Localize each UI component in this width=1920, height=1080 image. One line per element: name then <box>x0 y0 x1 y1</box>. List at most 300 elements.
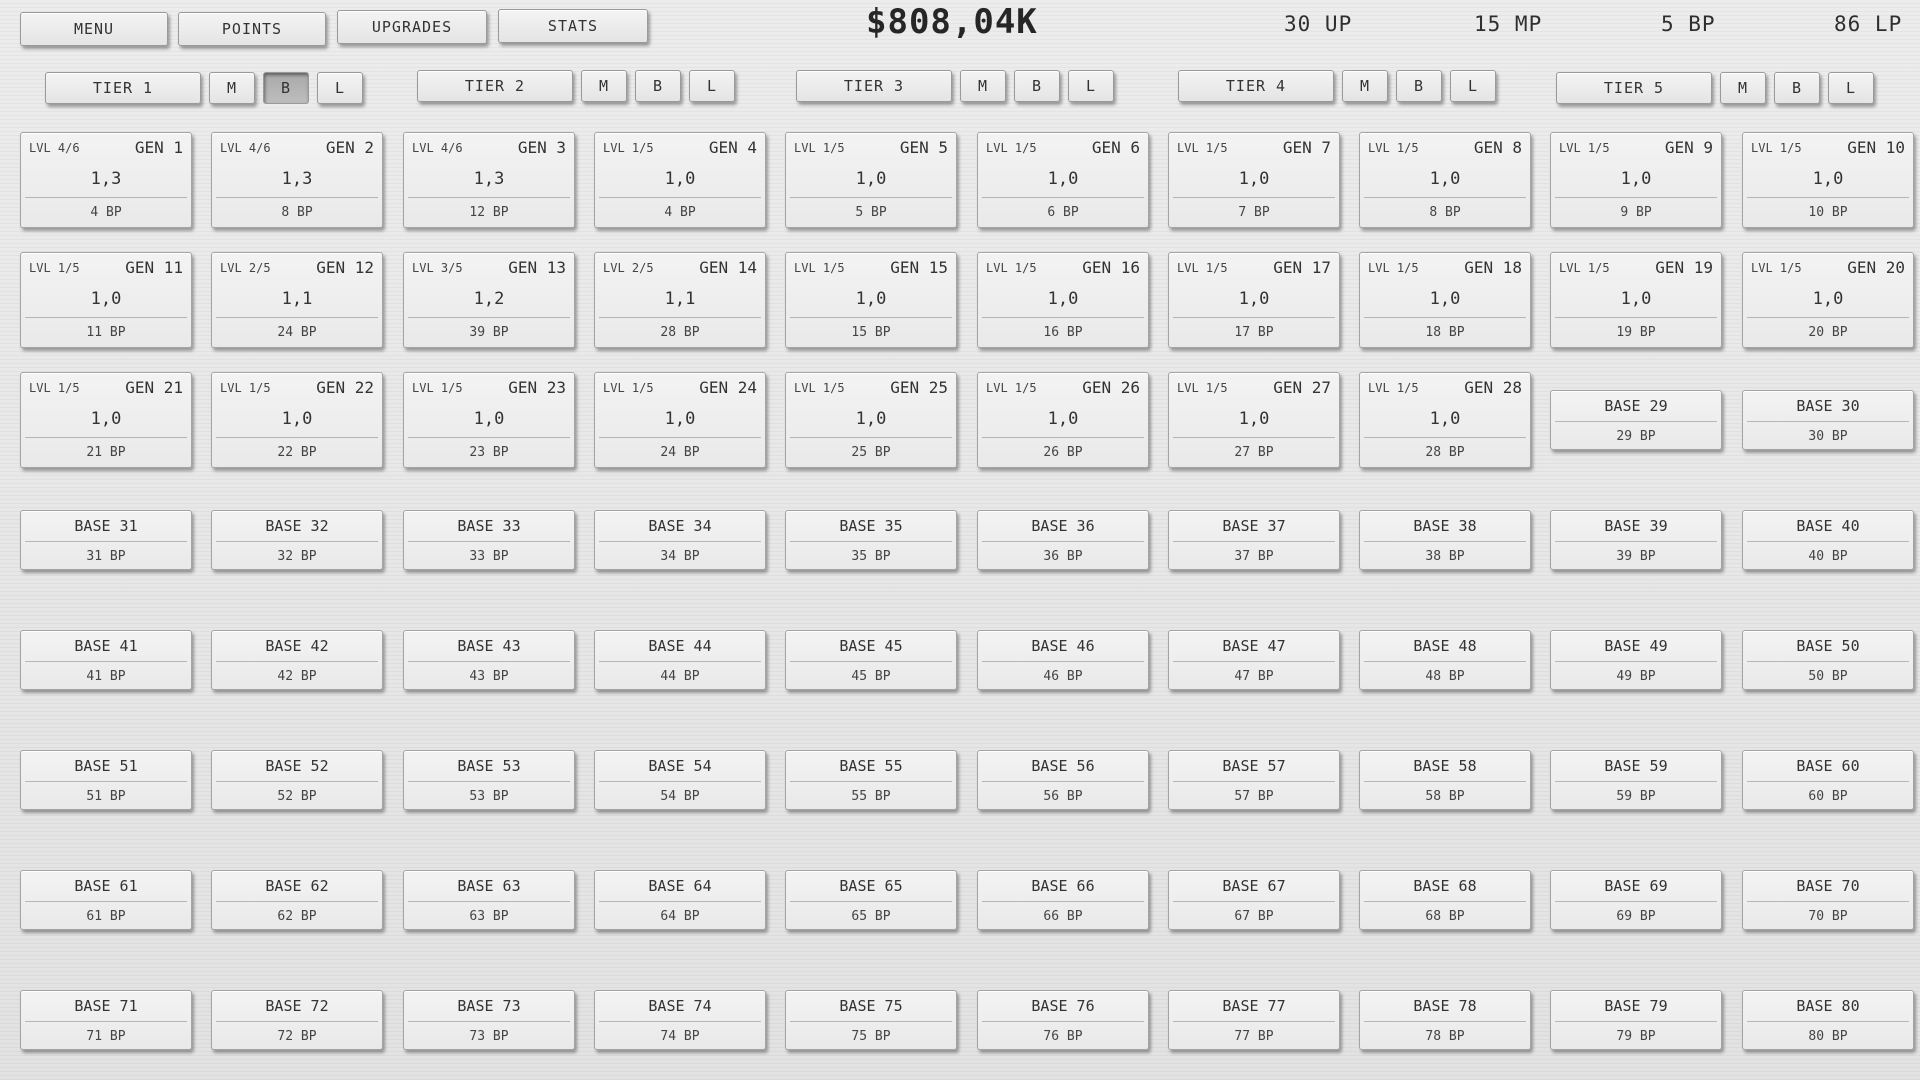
card-divider <box>408 661 570 662</box>
card-divider <box>599 661 761 662</box>
generator-cost: 10 BP <box>1808 205 1848 220</box>
generator-card[interactable] <box>977 252 1149 348</box>
generator-cost: 21 BP <box>86 445 126 460</box>
generator-level: LVL 1/5 <box>1559 141 1610 155</box>
tier-4-mode-m-button[interactable]: M <box>1342 70 1388 102</box>
card-divider <box>1173 437 1335 438</box>
base-card[interactable] <box>1742 750 1914 810</box>
base-name: BASE 42 <box>265 637 329 655</box>
generator-cost: 25 BP <box>851 445 891 460</box>
generator-card[interactable] <box>1742 252 1914 348</box>
tier-4-button[interactable]: TIER 4 <box>1178 70 1334 102</box>
base-card[interactable] <box>1550 750 1722 810</box>
base-card[interactable] <box>594 990 766 1050</box>
generator-level: LVL 1/5 <box>1177 381 1228 395</box>
card-divider <box>216 437 378 438</box>
generator-card[interactable] <box>1359 132 1531 228</box>
base-cost: 78 BP <box>1425 1029 1465 1044</box>
card-divider <box>408 317 570 318</box>
card-divider <box>1555 1021 1717 1022</box>
generator-multiplier: 1,0 <box>90 409 122 429</box>
base-cost: 44 BP <box>660 669 700 684</box>
base-card[interactable] <box>1359 510 1531 570</box>
base-name: BASE 66 <box>1031 877 1095 895</box>
base-card[interactable] <box>403 990 575 1050</box>
card-divider <box>216 781 378 782</box>
generator-name: GEN 28 <box>1464 378 1522 397</box>
base-card[interactable] <box>785 990 957 1050</box>
generator-card[interactable] <box>20 132 192 228</box>
generator-level: LVL 1/5 <box>986 381 1037 395</box>
generator-level: LVL 1/5 <box>794 141 845 155</box>
base-cost: 34 BP <box>660 549 700 564</box>
generator-cost: 15 BP <box>851 325 891 340</box>
base-name: BASE 43 <box>457 637 521 655</box>
base-cost: 53 BP <box>469 789 509 804</box>
card-divider <box>1364 661 1526 662</box>
generator-level: LVL 4/6 <box>29 141 80 155</box>
stats-button[interactable]: STATS <box>498 9 648 43</box>
base-card[interactable] <box>1359 870 1531 930</box>
base-name: BASE 59 <box>1604 757 1668 775</box>
base-card[interactable] <box>785 510 957 570</box>
base-card[interactable] <box>594 870 766 930</box>
base-name: BASE 52 <box>265 757 329 775</box>
generator-level: LVL 1/5 <box>794 261 845 275</box>
base-cost: 47 BP <box>1234 669 1274 684</box>
base-card[interactable] <box>785 870 957 930</box>
tier-4-mode-b-button[interactable]: B <box>1396 70 1442 102</box>
base-card[interactable] <box>785 630 957 690</box>
generator-level: LVL 1/5 <box>603 141 654 155</box>
generator-name: GEN 11 <box>125 258 183 277</box>
generator-name: GEN 7 <box>1282 138 1331 157</box>
base-card[interactable] <box>20 630 192 690</box>
upgrades-button[interactable]: UPGRADES <box>337 10 487 44</box>
generator-name: GEN 14 <box>699 258 757 277</box>
generator-name: GEN 20 <box>1847 258 1905 277</box>
tier-1-mode-l-button[interactable]: L <box>317 72 363 104</box>
base-card[interactable] <box>403 870 575 930</box>
card-divider <box>790 1021 952 1022</box>
base-cost: 30 BP <box>1808 429 1848 444</box>
card-divider <box>982 661 1144 662</box>
base-card[interactable] <box>1742 630 1914 690</box>
tier-1-mode-b-button[interactable]: B <box>263 72 309 104</box>
generator-card[interactable] <box>1550 252 1722 348</box>
menu-button[interactable]: MENU <box>20 12 168 46</box>
base-name: BASE 45 <box>839 637 903 655</box>
card-divider <box>1364 901 1526 902</box>
generator-multiplier: 1,1 <box>281 289 313 309</box>
card-divider <box>216 197 378 198</box>
generator-level: LVL 1/5 <box>1368 381 1419 395</box>
base-cost: 77 BP <box>1234 1029 1274 1044</box>
generator-cost: 18 BP <box>1425 325 1465 340</box>
points-button[interactable]: POINTS <box>178 12 326 46</box>
generator-level: LVL 2/5 <box>603 261 654 275</box>
base-cost: 79 BP <box>1616 1029 1656 1044</box>
card-divider <box>216 1021 378 1022</box>
base-name: BASE 68 <box>1413 877 1477 895</box>
card-divider <box>790 781 952 782</box>
card-divider <box>408 901 570 902</box>
card-divider <box>408 437 570 438</box>
base-card[interactable] <box>20 510 192 570</box>
generator-card[interactable] <box>977 372 1149 468</box>
money-display: $808,04K <box>866 2 1038 42</box>
base-card[interactable] <box>403 750 575 810</box>
generator-level: LVL 1/5 <box>1559 261 1610 275</box>
base-card[interactable] <box>977 870 1149 930</box>
base-cost: 70 BP <box>1808 909 1848 924</box>
base-card[interactable] <box>211 510 383 570</box>
base-card[interactable] <box>1550 510 1722 570</box>
base-name: BASE 76 <box>1031 997 1095 1015</box>
generator-cost: 6 BP <box>1047 205 1079 220</box>
tier-5-mode-m-button[interactable]: M <box>1720 72 1766 104</box>
base-card[interactable] <box>594 750 766 810</box>
generator-multiplier: 1,3 <box>473 169 505 189</box>
generator-card[interactable] <box>977 132 1149 228</box>
base-card[interactable] <box>977 750 1149 810</box>
base-name: BASE 47 <box>1222 637 1286 655</box>
base-cost: 72 BP <box>277 1029 317 1044</box>
base-cost: 71 BP <box>86 1029 126 1044</box>
base-card[interactable] <box>1742 870 1914 930</box>
generator-card[interactable] <box>20 252 192 348</box>
generator-name: GEN 15 <box>890 258 948 277</box>
generator-level: LVL 1/5 <box>794 381 845 395</box>
base-card[interactable] <box>403 630 575 690</box>
base-card[interactable] <box>1742 990 1914 1050</box>
base-name: BASE 55 <box>839 757 903 775</box>
base-card[interactable] <box>20 750 192 810</box>
base-card[interactable] <box>1742 390 1914 450</box>
generator-name: GEN 25 <box>890 378 948 397</box>
generator-name: GEN 1 <box>134 138 183 157</box>
base-name: BASE 37 <box>1222 517 1286 535</box>
generator-multiplier: 1,0 <box>1620 169 1652 189</box>
base-name: BASE 56 <box>1031 757 1095 775</box>
tier-2-mode-b-button[interactable]: B <box>635 70 681 102</box>
base-cost: 67 BP <box>1234 909 1274 924</box>
card-divider <box>599 1021 761 1022</box>
generator-card[interactable] <box>211 372 383 468</box>
generator-multiplier: 1,3 <box>90 169 122 189</box>
base-card[interactable] <box>1550 870 1722 930</box>
base-name: BASE 31 <box>74 517 138 535</box>
card-divider <box>982 541 1144 542</box>
tier-4-mode-l-button[interactable]: L <box>1450 70 1496 102</box>
generator-name: GEN 8 <box>1473 138 1522 157</box>
tier-1-button[interactable]: TIER 1 <box>45 72 201 104</box>
generator-card[interactable] <box>1742 132 1914 228</box>
generator-name: GEN 3 <box>517 138 566 157</box>
base-cost: 37 BP <box>1234 549 1274 564</box>
generator-card[interactable] <box>785 372 957 468</box>
base-card[interactable] <box>1550 630 1722 690</box>
card-divider <box>790 317 952 318</box>
base-cost: 55 BP <box>851 789 891 804</box>
base-cost: 40 BP <box>1808 549 1848 564</box>
card-divider <box>1364 1021 1526 1022</box>
generator-name: GEN 19 <box>1655 258 1713 277</box>
base-card[interactable] <box>1550 990 1722 1050</box>
base-name: BASE 29 <box>1604 397 1668 415</box>
generator-multiplier: 1,0 <box>1047 169 1079 189</box>
card-divider <box>982 197 1144 198</box>
tier-5-button[interactable]: TIER 5 <box>1556 72 1712 104</box>
base-cost: 63 BP <box>469 909 509 924</box>
base-name: BASE 78 <box>1413 997 1477 1015</box>
generator-cost: 12 BP <box>469 205 509 220</box>
card-divider <box>1747 1021 1909 1022</box>
base-name: BASE 61 <box>74 877 138 895</box>
card-divider <box>1555 901 1717 902</box>
generator-multiplier: 1,0 <box>1047 289 1079 309</box>
base-card[interactable] <box>1550 390 1722 450</box>
generator-card[interactable] <box>211 252 383 348</box>
base-name: BASE 60 <box>1796 757 1860 775</box>
base-name: BASE 58 <box>1413 757 1477 775</box>
tier-3-mode-l-button[interactable]: L <box>1068 70 1114 102</box>
base-name: BASE 46 <box>1031 637 1095 655</box>
generator-card[interactable] <box>20 372 192 468</box>
generator-multiplier: 1,0 <box>1620 289 1652 309</box>
base-name: BASE 40 <box>1796 517 1860 535</box>
generator-level: LVL 2/5 <box>220 261 271 275</box>
tier-2-mode-l-button[interactable]: L <box>689 70 735 102</box>
card-divider <box>1173 901 1335 902</box>
generator-name: GEN 4 <box>708 138 757 157</box>
base-cost: 48 BP <box>1425 669 1465 684</box>
generator-cost: 23 BP <box>469 445 509 460</box>
generator-level: LVL 4/6 <box>220 141 271 155</box>
generator-card[interactable] <box>1359 372 1531 468</box>
generator-card[interactable] <box>403 132 575 228</box>
base-cost: 57 BP <box>1234 789 1274 804</box>
generator-card[interactable] <box>211 132 383 228</box>
card-divider <box>790 197 952 198</box>
card-divider <box>25 437 187 438</box>
card-divider <box>1364 437 1526 438</box>
tier-1-mode-m-button[interactable]: M <box>209 72 255 104</box>
base-card[interactable] <box>977 630 1149 690</box>
card-divider <box>1747 317 1909 318</box>
generator-multiplier: 1,0 <box>1429 409 1461 429</box>
base-card[interactable] <box>1168 990 1340 1050</box>
base-name: BASE 39 <box>1604 517 1668 535</box>
generator-card[interactable] <box>1168 252 1340 348</box>
generator-card[interactable] <box>1168 372 1340 468</box>
base-card[interactable] <box>785 750 957 810</box>
card-divider <box>1364 541 1526 542</box>
base-cost: 65 BP <box>851 909 891 924</box>
base-name: BASE 30 <box>1796 397 1860 415</box>
generator-multiplier: 1,0 <box>1812 169 1844 189</box>
generator-cost: 5 BP <box>855 205 887 220</box>
card-divider <box>1747 901 1909 902</box>
generator-level: LVL 1/5 <box>603 381 654 395</box>
tier-3-mode-m-button[interactable]: M <box>960 70 1006 102</box>
generator-cost: 26 BP <box>1043 445 1083 460</box>
base-card[interactable] <box>211 870 383 930</box>
base-name: BASE 44 <box>648 637 712 655</box>
card-divider <box>1747 661 1909 662</box>
generator-level: LVL 1/5 <box>1177 261 1228 275</box>
generator-multiplier: 1,0 <box>90 289 122 309</box>
base-cost: 39 BP <box>1616 549 1656 564</box>
generator-name: GEN 24 <box>699 378 757 397</box>
base-card[interactable] <box>211 630 383 690</box>
base-card[interactable] <box>1168 870 1340 930</box>
base-cost: 61 BP <box>86 909 126 924</box>
base-cost: 46 BP <box>1043 669 1083 684</box>
generator-multiplier: 1,0 <box>1429 289 1461 309</box>
base-cost: 43 BP <box>469 669 509 684</box>
base-card[interactable] <box>594 510 766 570</box>
base-name: BASE 67 <box>1222 877 1286 895</box>
card-divider <box>982 901 1144 902</box>
generator-name: GEN 23 <box>508 378 566 397</box>
card-divider <box>599 781 761 782</box>
generator-level: LVL 1/5 <box>986 261 1037 275</box>
base-card[interactable] <box>20 990 192 1050</box>
generator-card[interactable] <box>594 372 766 468</box>
base-card[interactable] <box>20 870 192 930</box>
card-divider <box>408 781 570 782</box>
card-divider <box>1747 197 1909 198</box>
generator-name: GEN 5 <box>899 138 948 157</box>
generator-card[interactable] <box>785 132 957 228</box>
tier-5-mode-b-button[interactable]: B <box>1774 72 1820 104</box>
generator-multiplier: 1,1 <box>664 289 696 309</box>
generator-cost: 11 BP <box>86 325 126 340</box>
base-name: BASE 54 <box>648 757 712 775</box>
tier-2-mode-m-button[interactable]: M <box>581 70 627 102</box>
base-name: BASE 53 <box>457 757 521 775</box>
base-name: BASE 75 <box>839 997 903 1015</box>
generator-card[interactable] <box>1168 132 1340 228</box>
base-card[interactable] <box>211 750 383 810</box>
base-card[interactable] <box>211 990 383 1050</box>
base-cost: 35 BP <box>851 549 891 564</box>
base-cost: 59 BP <box>1616 789 1656 804</box>
base-card[interactable] <box>1742 510 1914 570</box>
card-divider <box>1555 781 1717 782</box>
generator-card[interactable] <box>594 132 766 228</box>
lp-counter: 86 LP <box>1834 12 1903 36</box>
card-divider <box>790 661 952 662</box>
card-divider <box>216 901 378 902</box>
base-cost: 29 BP <box>1616 429 1656 444</box>
generator-multiplier: 1,0 <box>473 409 505 429</box>
base-name: BASE 48 <box>1413 637 1477 655</box>
card-divider <box>599 197 761 198</box>
card-divider <box>408 197 570 198</box>
generator-card[interactable] <box>1550 132 1722 228</box>
base-card[interactable] <box>1359 750 1531 810</box>
generator-cost: 8 BP <box>1429 205 1461 220</box>
base-card[interactable] <box>1168 630 1340 690</box>
generator-card[interactable] <box>1359 252 1531 348</box>
generator-card[interactable] <box>403 372 575 468</box>
card-divider <box>1173 541 1335 542</box>
generator-cost: 24 BP <box>660 445 700 460</box>
base-cost: 60 BP <box>1808 789 1848 804</box>
generator-name: GEN 16 <box>1082 258 1140 277</box>
card-divider <box>1555 541 1717 542</box>
generator-multiplier: 1,0 <box>664 409 696 429</box>
generator-card[interactable] <box>594 252 766 348</box>
tier-2-button[interactable]: TIER 2 <box>417 70 573 102</box>
card-divider <box>408 1021 570 1022</box>
base-cost: 73 BP <box>469 1029 509 1044</box>
card-divider <box>1747 421 1909 422</box>
generator-cost: 19 BP <box>1616 325 1656 340</box>
generator-name: GEN 6 <box>1091 138 1140 157</box>
generator-name: GEN 18 <box>1464 258 1522 277</box>
generator-name: GEN 9 <box>1664 138 1713 157</box>
base-card[interactable] <box>1359 630 1531 690</box>
generator-multiplier: 1,0 <box>855 169 887 189</box>
generator-name: GEN 10 <box>1847 138 1905 157</box>
base-cost: 80 BP <box>1808 1029 1848 1044</box>
base-card[interactable] <box>977 990 1149 1050</box>
base-card[interactable] <box>1168 510 1340 570</box>
up-counter: 30 UP <box>1284 12 1353 36</box>
generator-multiplier: 1,0 <box>855 409 887 429</box>
generator-level: LVL 3/5 <box>412 261 463 275</box>
base-name: BASE 36 <box>1031 517 1095 535</box>
card-divider <box>599 541 761 542</box>
base-card[interactable] <box>1359 990 1531 1050</box>
card-divider <box>599 437 761 438</box>
tier-5-mode-l-button[interactable]: L <box>1828 72 1874 104</box>
card-divider <box>216 661 378 662</box>
generator-level: LVL 1/5 <box>1368 261 1419 275</box>
card-divider <box>982 1021 1144 1022</box>
generator-multiplier: 1,2 <box>473 289 505 309</box>
generator-card[interactable] <box>785 252 957 348</box>
base-name: BASE 57 <box>1222 757 1286 775</box>
generator-name: GEN 22 <box>316 378 374 397</box>
generator-card[interactable] <box>403 252 575 348</box>
base-name: BASE 69 <box>1604 877 1668 895</box>
generator-level: LVL 4/6 <box>412 141 463 155</box>
base-card[interactable] <box>403 510 575 570</box>
base-card[interactable] <box>594 630 766 690</box>
generator-multiplier: 1,0 <box>1238 289 1270 309</box>
base-card[interactable] <box>1168 750 1340 810</box>
generator-cost: 17 BP <box>1234 325 1274 340</box>
generator-cost: 22 BP <box>277 445 317 460</box>
tier-3-button[interactable]: TIER 3 <box>796 70 952 102</box>
generator-level: LVL 1/5 <box>986 141 1037 155</box>
tier-3-mode-b-button[interactable]: B <box>1014 70 1060 102</box>
generator-level: LVL 1/5 <box>220 381 271 395</box>
card-divider <box>790 437 952 438</box>
base-name: BASE 32 <box>265 517 329 535</box>
base-card[interactable] <box>977 510 1149 570</box>
card-divider <box>982 781 1144 782</box>
base-cost: 64 BP <box>660 909 700 924</box>
generator-level: LVL 1/5 <box>412 381 463 395</box>
base-cost: 76 BP <box>1043 1029 1083 1044</box>
card-divider <box>1173 197 1335 198</box>
generator-cost: 4 BP <box>664 205 696 220</box>
